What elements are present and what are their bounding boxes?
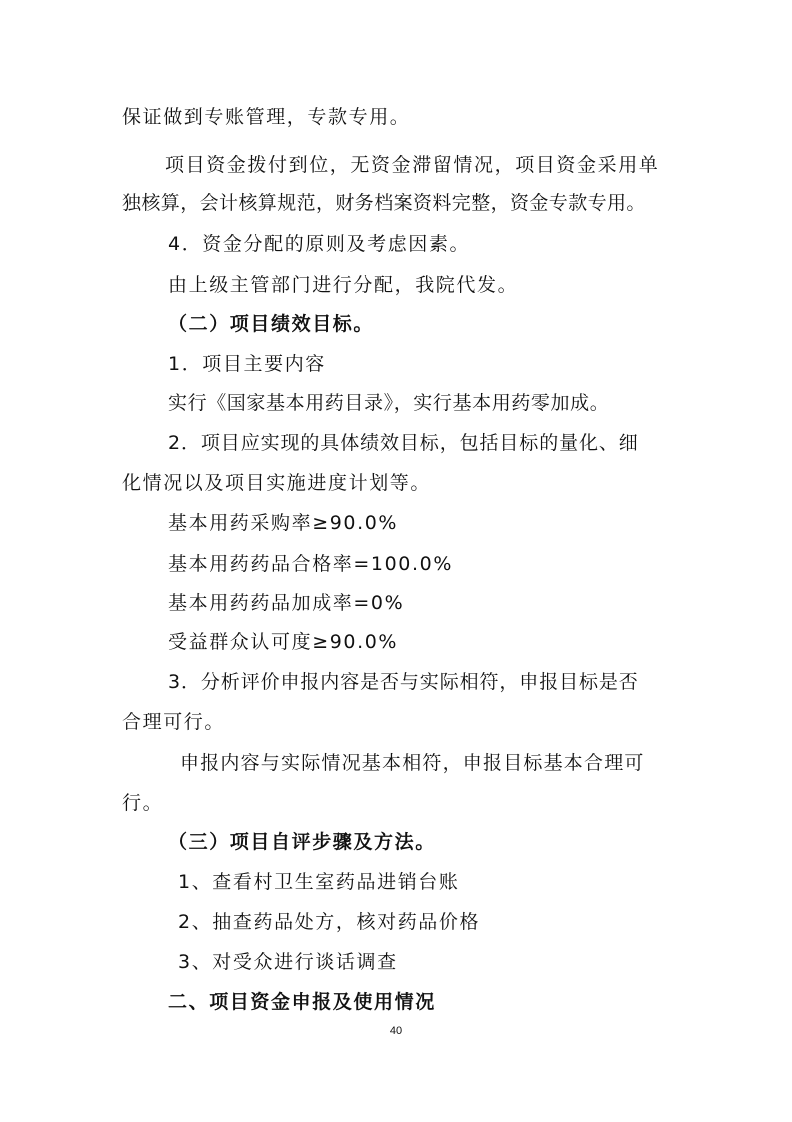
page-number: 40 — [389, 1025, 403, 1037]
section-heading: （三）项目自评步骤及方法。 — [168, 831, 436, 853]
paragraph-line: 2．项目应实现的具体绩效目标，包括目标的量化、细 — [168, 432, 639, 454]
paragraph-line: 基本用药药品合格率=100.0% — [168, 553, 453, 575]
paragraph-line: 受益群众认可度≥90.0% — [168, 631, 399, 653]
chapter-heading: 二、项目资金申报及使用情况 — [168, 991, 436, 1013]
paragraph-line: 申报内容与实际情况基本相符，申报目标基本合理可 — [180, 752, 645, 774]
paragraph-line: 由上级主管部门进行分配，我院代发。 — [168, 274, 519, 296]
paragraph-line: 保证做到专账管理，专款专用。 — [122, 106, 411, 128]
paragraph-line: 项目资金拨付到位，无资金滞留情况，项目资金采用单 — [165, 154, 660, 176]
list-item: 2、抽查药品处方，核对药品价格 — [178, 911, 481, 933]
paragraph-line: 化情况以及项目实施进度计划等。 — [122, 472, 432, 494]
list-item: 3、对受众进行谈话调查 — [178, 951, 398, 973]
paragraph-line: 基本用药药品加成率=0% — [168, 592, 405, 614]
paragraph-line: 4．资金分配的原则及考虑因素。 — [168, 233, 471, 255]
paragraph-line: 3．分析评价申报内容是否与实际相符，申报目标是否 — [168, 671, 639, 693]
paragraph-line: 合理可行。 — [122, 711, 226, 733]
paragraph-line: 基本用药采购率≥90.0% — [168, 512, 399, 534]
paragraph-line: 1．项目主要内容 — [168, 353, 326, 375]
paragraph-line: 实行《国家基本用药目录》，实行基本用药零加成。 — [168, 392, 610, 414]
paragraph-line: 独核算，会计核算规范，财务档案资料完整，资金专款专用。 — [122, 192, 646, 214]
paragraph-line: 行。 — [122, 792, 164, 814]
list-item: 1、查看村卫生室药品进销台账 — [178, 871, 460, 893]
section-heading: （二）项目绩效目标。 — [168, 313, 375, 335]
